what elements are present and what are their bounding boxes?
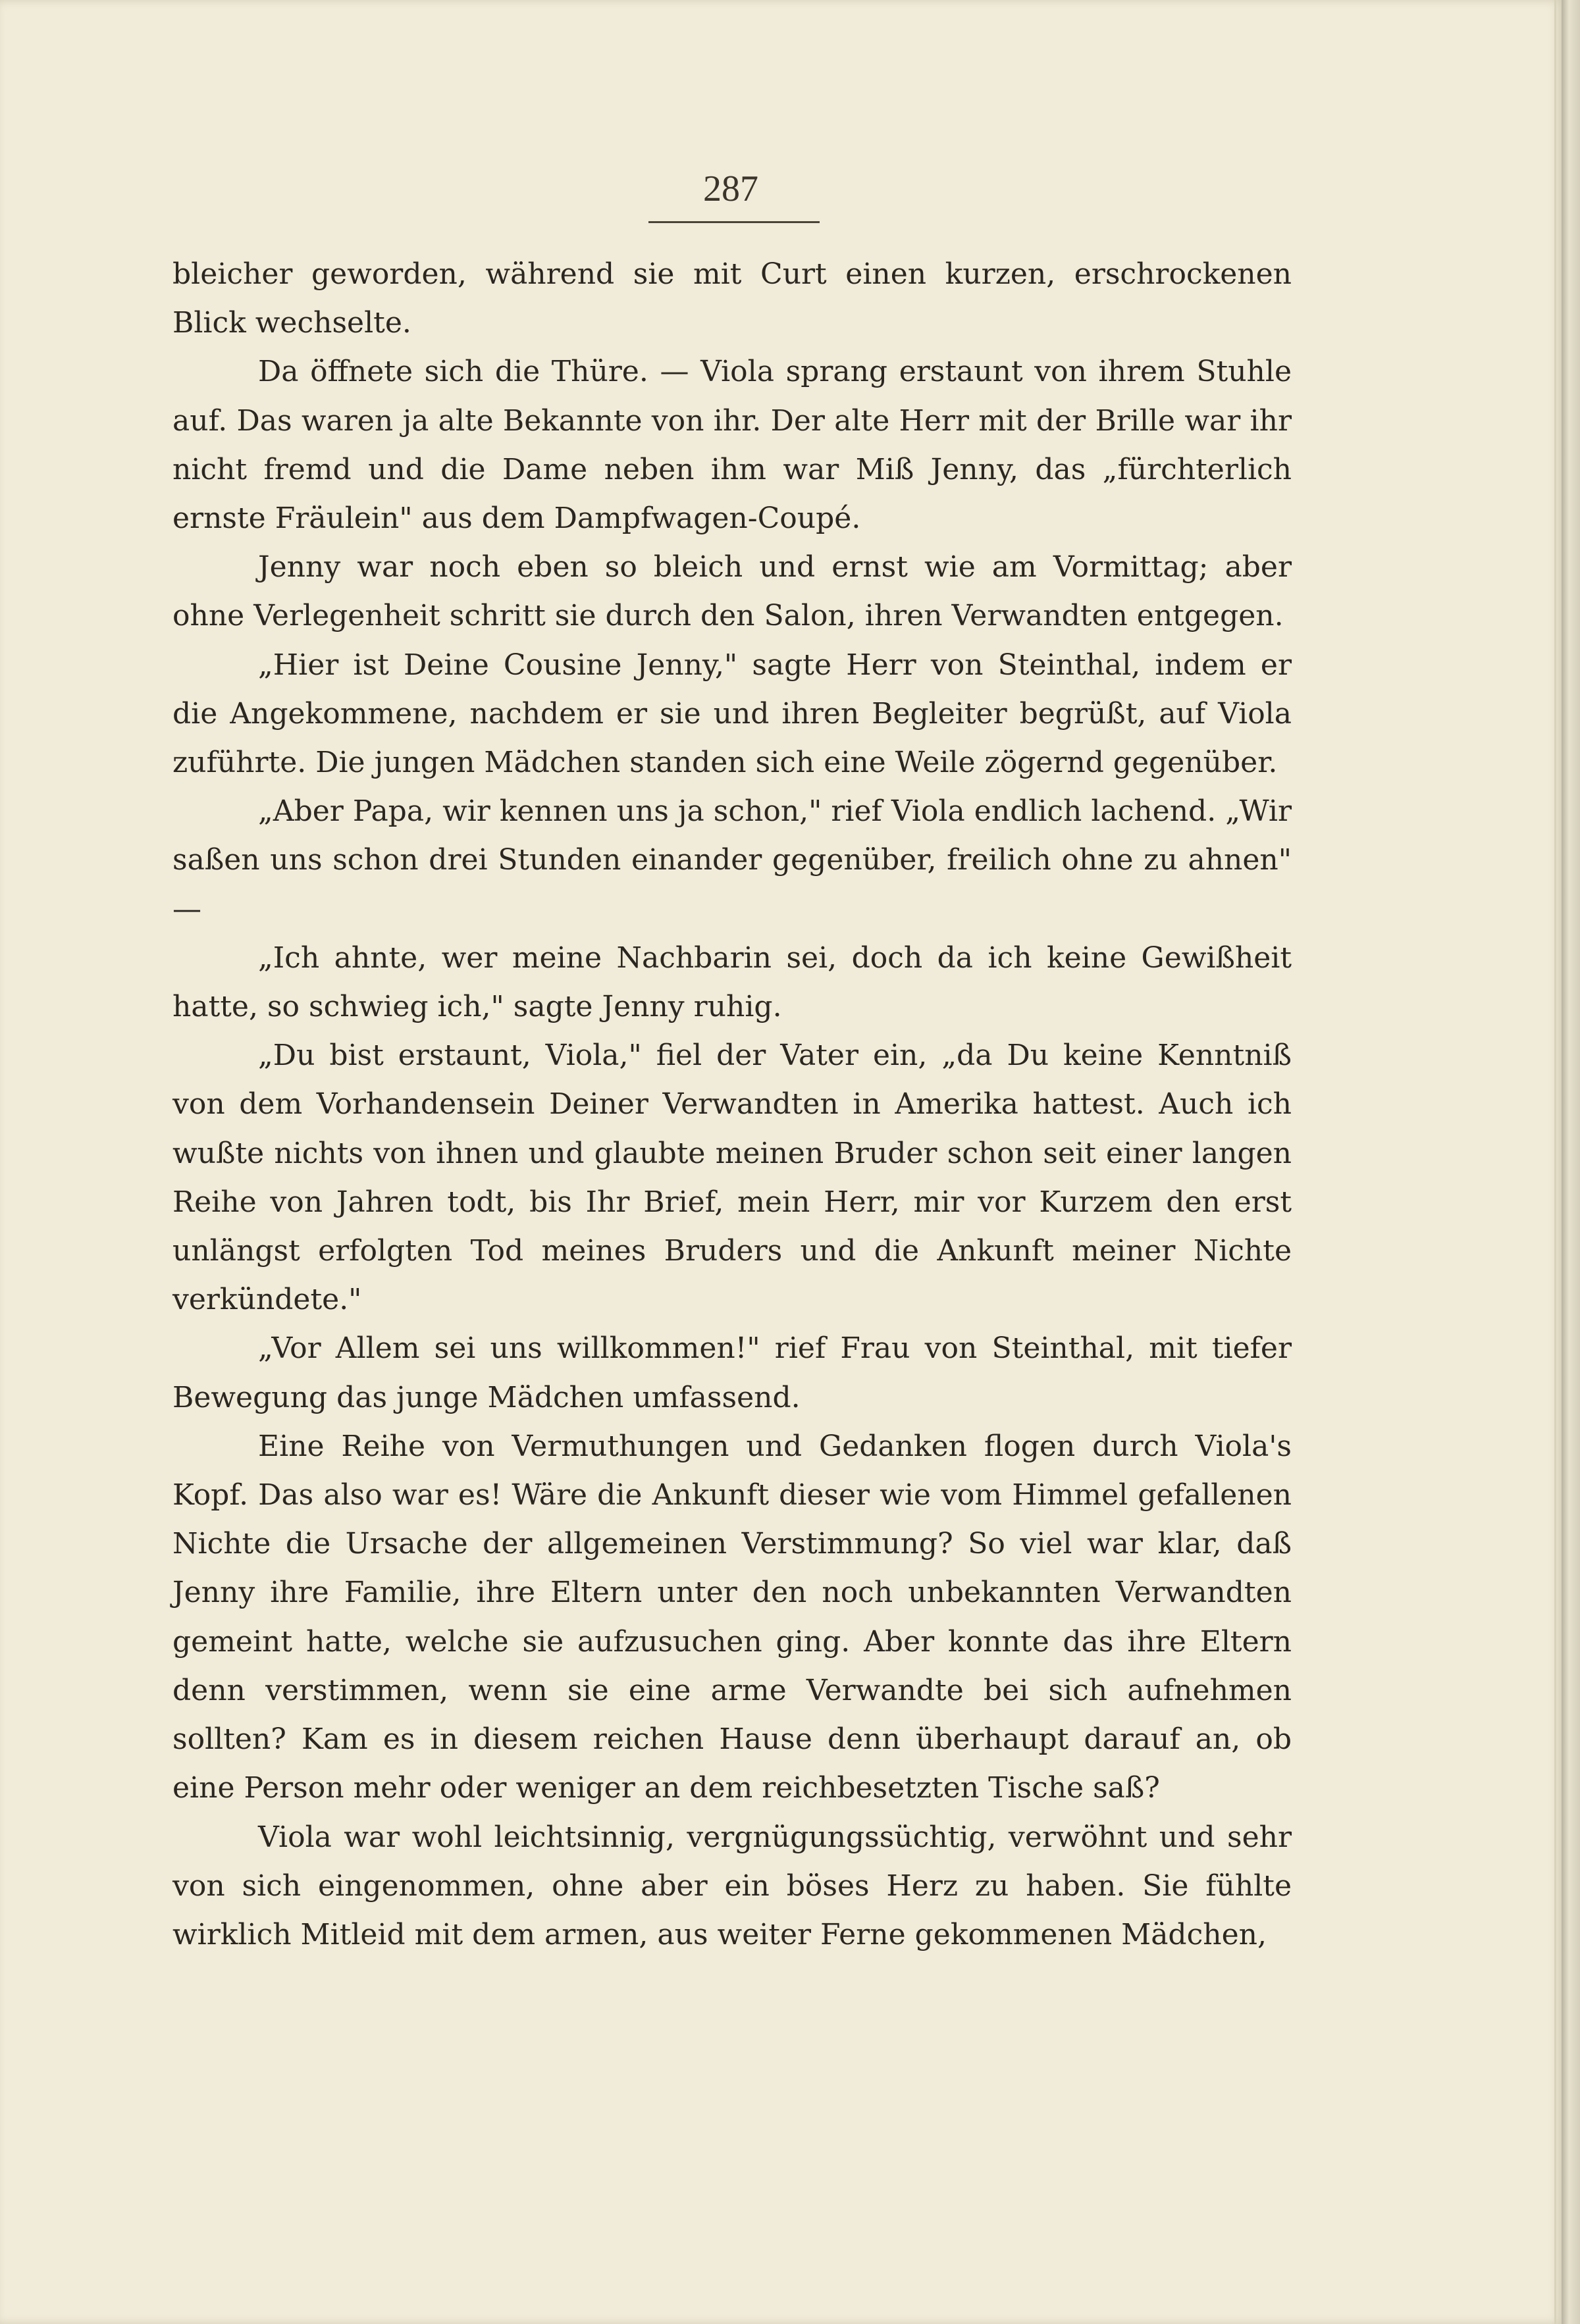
paragraph: „Du bist erstaunt, Viola," fiel der Vater ein, „da Du keine Kenntniß von dem Vorhandensein Deiner Verwandten in Amerika hattest. Auch ich wußte nichts von ihnen und glaubte meinen Bruder schon seit einer langen Reihe von Jahren todt, bis Ihr Brief, mein Herr, mir vor Kurzem den erst unlängst erfolgten Tod meines Bruders und die Ankunft meiner Nichte verkündete." xyxy=(172,1039,1292,1317)
paragraph: Eine Reihe von Vermuthungen und Gedanken flogen durch Viola's Kopf. Das also war es! Wäre die Ankunft dieser wie vom Himmel gefallenen Nichte die Ursache der allgemeinen Verstimmung? So viel war klar, daß Jenny ihre Familie, ihre Eltern unter den noch unbekannten Verwandten gemeint hatte, welche sie aufzusuchen ging. Aber konnte das ihre Eltern denn verstimmen, wenn sie eine arme Verwandte bei sich aufnehmen sollten? Kam es in diesem reichen Hause denn überhaupt darauf an, ob eine Person mehr oder weniger an dem reichbesetzten Tische saß? xyxy=(172,1429,1292,1805)
header-rule xyxy=(648,221,820,223)
paragraph: „Hier ist Deine Cousine Jenny," sagte Herr von Steinthal, indem er die Angekommene, nachdem er sie und ihren Begleiter begrüßt, auf Viola zuführte. Die jungen Mädchen standen sich eine Weile zögernd gegenüber. xyxy=(172,648,1292,780)
gutter-line xyxy=(1554,0,1556,2324)
paragraph: Jenny war noch eben so bleich und ernst wie am Vormittag; aber ohne Verlegenheit schritt sie durch den Salon, ihren Verwandten entgegen. xyxy=(172,550,1292,633)
paragraph: „Aber Papa, wir kennen uns ja schon," rief Viola endlich lachend. „Wir saßen uns schon drei Stunden einander gegenüber, freilich ohne zu ahnen" — xyxy=(172,794,1292,926)
binding-edge xyxy=(1562,0,1580,2324)
paragraph: Da öffnete sich die Thüre. — Viola sprang erstaunt von ihrem Stuhle auf. Das waren ja alte Bekannte von ihr. Der alte Herr mit der Brille war ihr nicht fremd und die Dame neben ihm war Miß Jenny, das „fürchterlich ernste Fräulein" aus dem Dampfwagen-Coupé. xyxy=(172,355,1292,536)
paragraph: „Vor Allem sei uns willkommen!" rief Frau von Steinthal, mit tiefer Bewegung das junge Mädchen umfassend. xyxy=(172,1331,1292,1414)
page-number: 287 xyxy=(703,168,758,209)
paragraph: „Ich ahnte, wer meine Nachbarin sei, doch da ich keine Gewißheit hatte, so schwieg ich," sagte Jenny ruhig. xyxy=(172,941,1292,1024)
paragraph: bleicher geworden, während sie mit Curt einen kurzen, erschrockenen Blick wechselte. xyxy=(172,257,1292,340)
paragraph: Viola war wohl leichtsinnig, vergnügungssüchtig, verwöhnt und sehr von sich eingenommen, ohne aber ein böses Herz zu haben. Sie fühlte wirklich Mitleid mit dem armen, aus weiter Ferne gekommenen Mädchen, xyxy=(172,1820,1292,1951)
body-text xyxy=(172,250,1292,1959)
